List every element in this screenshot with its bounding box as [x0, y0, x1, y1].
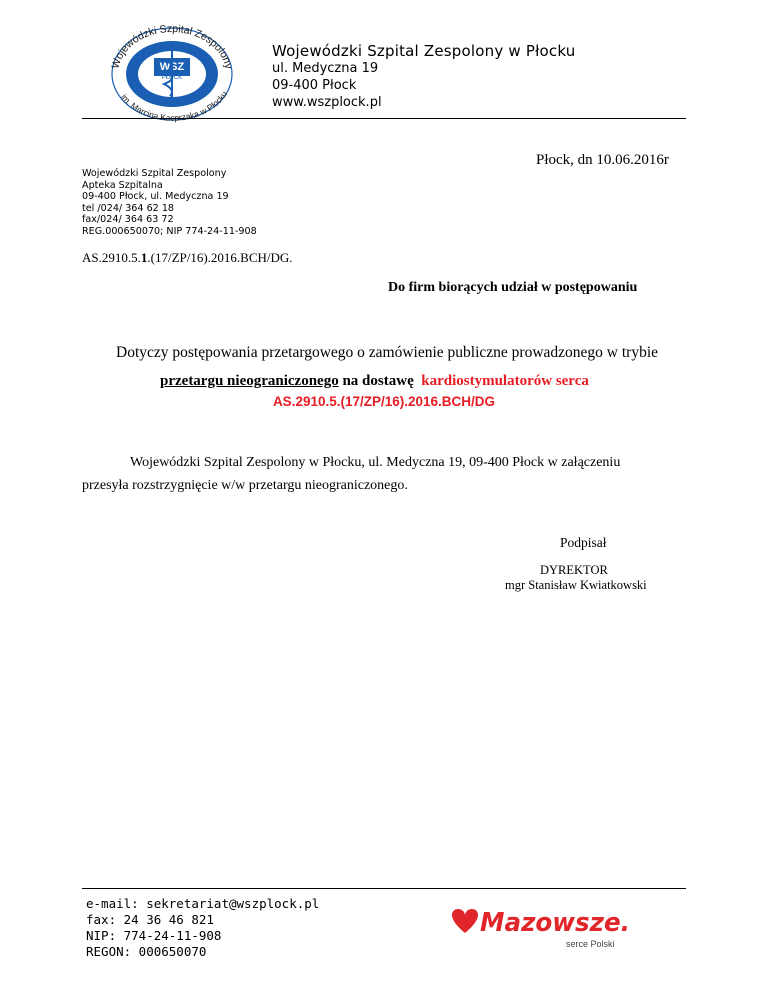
reference-bold: 1	[140, 250, 148, 265]
svg-text:serce Polski: serce Polski	[566, 939, 615, 949]
hospital-city: 09-400 Płock	[272, 78, 357, 93]
hospital-name: Wojewódzki Szpital Zespolony w Płocku	[272, 42, 576, 60]
sender-line: Wojewódzki Szpital Zespolony	[82, 168, 227, 179]
footer-email-link[interactable]: e-mail: sekretariat@wszplock.pl	[86, 896, 320, 911]
subject-line	[160, 373, 589, 390]
heart-icon	[452, 909, 478, 933]
sender-line: REG.000650070; NIP 774-24-11-908	[82, 225, 257, 237]
document-date: Płock, dn 10.06.2016r	[536, 152, 669, 168]
subject-item: kardiostymulatorów serca	[421, 373, 589, 389]
footer-fax: fax: 24 36 46 821	[86, 912, 214, 927]
recipient-line: Do firm biorących udział w postępowaniu	[388, 280, 638, 295]
subject-mode: przetargu nieograniczonego	[160, 373, 339, 389]
sender-line: fax/024/ 364 63 72	[82, 214, 174, 226]
hospital-street: ul. Medyczna 19	[272, 61, 379, 76]
svg-text:WSZ: WSZ	[159, 61, 185, 73]
signatory-title: DYREKTOR	[540, 563, 608, 577]
concern-line: Dotyczy postępowania przetargowego o zamówienie publiczne prowadzonego w trybie	[116, 344, 659, 361]
svg-text:PŁOCK: PŁOCK	[161, 75, 183, 81]
subject-reference: AS.2910.5.(17/ZP/16).2016.BCH/DG	[272, 394, 496, 409]
svg-text:im. Marcina Kacprzaka w Płocku: im. Marcina Kacprzaka w Płocku	[119, 89, 230, 123]
svg-text:Wojewódzki Szpital Zespolony: Wojewódzki Szpital Zespolony	[109, 22, 235, 71]
footer-contacts	[86, 896, 319, 960]
sender-line: Apteka Szpitalna	[82, 179, 163, 191]
hospital-website-link[interactable]: www.wszplock.pl	[272, 95, 382, 110]
sender-line: tel /024/ 364 62 18	[82, 202, 175, 214]
sender-line: 09-400 Płock, ul. Medyczna 19	[82, 191, 229, 203]
mazowsze-logo	[448, 905, 648, 953]
footer-regon: REGON: 000650070	[86, 944, 207, 959]
sender-address-block	[82, 168, 257, 238]
reference-number	[82, 250, 293, 266]
body-line-1: Wojewódzki Szpital Zespolony w Płocku, ul. Medyczna 19, 09-400 Płock w załączeniu	[130, 455, 621, 470]
svg-text:Mazowsze.: Mazowsze.	[480, 908, 630, 938]
hospital-logo	[104, 16, 239, 126]
subject-middle: na dostawę	[338, 373, 422, 389]
reference-prefix: AS.2910.5.	[82, 250, 141, 265]
footer-nip: NIP: 774-24-11-908	[86, 928, 222, 943]
signatory-name: mgr Stanisław Kwiatkowski	[505, 578, 647, 592]
header-divider	[82, 118, 686, 119]
body-line-2: przesyła rozstrzygnięcie w/w przetargu nieograniczonego.	[82, 478, 408, 493]
reference-suffix: .(17/ZP/16).2016.BCH/DG.	[147, 250, 293, 265]
footer-divider	[82, 888, 686, 889]
signed-label: Podpisał	[560, 535, 607, 550]
